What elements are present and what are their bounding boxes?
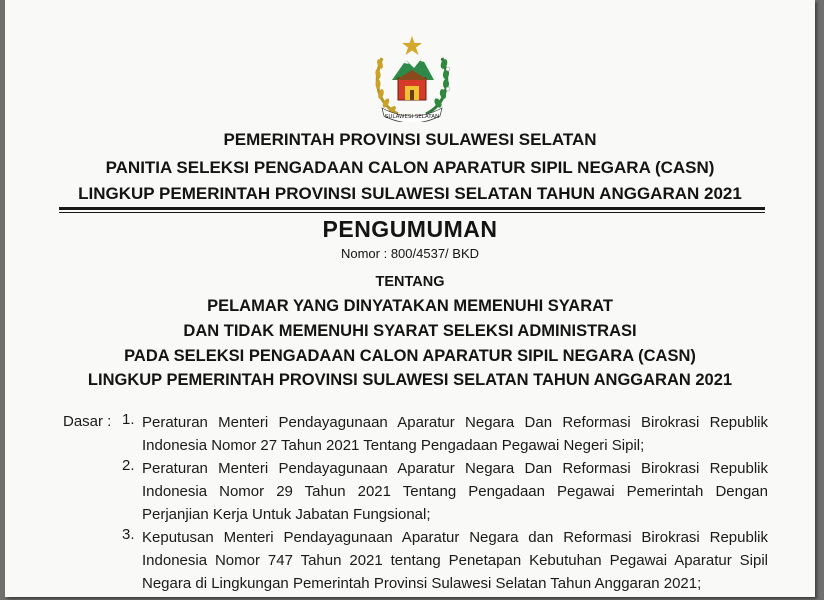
subject-line: DAN TIDAK MEMENUHI SYARAT SELEKSI ADMINISTRASI	[183, 322, 637, 340]
basis-item-number: 1.	[122, 411, 135, 428]
header-rule-thick	[59, 207, 765, 210]
sulawesi-selatan-emblem	[368, 34, 456, 122]
basis-item-line: Perjanjian Kerja Untuk Jabatan Fungsional;	[142, 506, 431, 523]
header-government-name: PEMERINTAH PROVINSI SULAWESI SELATAN	[223, 130, 597, 149]
document-page	[5, 0, 815, 597]
header-committee-name: PANITIA SELEKSI PENGADAAN CALON APARATUR SIPIL NEGARA (CASN)	[105, 158, 715, 177]
basis-item-line: Peraturan Menteri Pendayagunaan Aparatur Negara Dan Reformasi Birokrasi Republik	[142, 460, 768, 477]
basis-item-number: 2.	[122, 457, 135, 474]
basis-item-line: Negara di Lingkungan Pemerintah Provinsi Sulawesi Selatan Tahun Anggaran 2021;	[142, 575, 702, 592]
basis-item-number: 3.	[122, 526, 135, 543]
announcement-title: PENGUMUMAN	[322, 216, 498, 242]
about-label: TENTANG	[375, 274, 445, 290]
announcement-number: Nomor : 800/4537/ BKD	[340, 246, 480, 261]
subject-line: PELAMAR YANG DINYATAKAN MEMENUHI SYARAT	[207, 297, 613, 315]
header-rule-thin	[59, 212, 765, 213]
basis-label: Dasar :	[63, 413, 112, 430]
basis-item-line: Indonesia Nomor 27 Tahun 2021 Tentang Pengadaan Pegawai Negeri Sipil;	[142, 437, 645, 454]
basis-item-line: Keputusan Menteri Pendayagunaan Aparatur Negara dan Reformasi Birokrasi Republik	[142, 529, 768, 546]
basis-item-line: Indonesia Nomor 747 Tahun 2021 tentang Penetapan Kebutuhan Pegawai Aparatur Sipil	[142, 552, 768, 569]
header-scope: LINGKUP PEMERINTAH PROVINSI SULAWESI SELATAN TAHUN ANGGARAN 2021	[78, 184, 742, 203]
svg-text:SULAWESI SELATAN: SULAWESI SELATAN	[384, 114, 440, 120]
subject-line: PADA SELEKSI PENGADAAN CALON APARATUR SIPIL NEGARA (CASN)	[124, 347, 696, 365]
subject-line: LINGKUP PEMERINTAH PROVINSI SULAWESI SELATAN TAHUN ANGGARAN 2021	[87, 371, 733, 389]
basis-item-line: Indonesia Nomor 29 Tahun 2021 Tentang Pengadaan Pegawai Pemerintah Dengan	[142, 483, 768, 500]
basis-item-line: Peraturan Menteri Pendayagunaan Aparatur Negara Dan Reformasi Birokrasi Republik	[142, 414, 768, 431]
